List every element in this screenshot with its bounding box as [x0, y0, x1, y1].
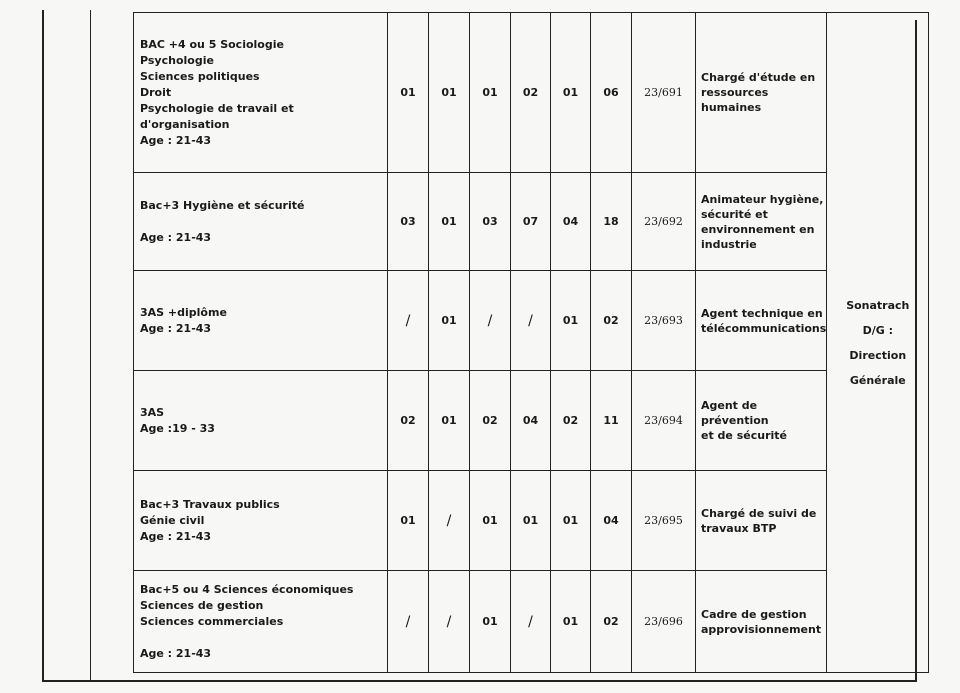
requirement-line: Bac+3 Hygiène et sécurité — [140, 198, 305, 212]
post-title-line: et de sécurité — [701, 429, 787, 442]
count-cell — [388, 371, 429, 471]
count-value: / — [528, 312, 533, 329]
requirements-cell — [134, 173, 388, 271]
count-cell — [429, 571, 470, 673]
post-title-line: industrie — [701, 237, 757, 251]
requirement-line: Age : 21-43 — [140, 646, 212, 660]
count-cell — [388, 173, 429, 271]
requirements-cell — [134, 271, 388, 371]
position-code: 23/694 — [644, 414, 683, 427]
count-cell — [429, 471, 470, 571]
post-title-line: humaines — [701, 101, 762, 114]
requirement-line: 3AS +diplôme — [140, 305, 227, 319]
post-title-line: Chargé de suivi de — [701, 506, 817, 520]
count-cell — [470, 371, 511, 471]
organization-cell — [827, 13, 929, 673]
left-inner-line — [90, 10, 91, 682]
post-title-line: Animateur hygiène, — [701, 192, 824, 206]
count-cell — [551, 471, 591, 571]
requirements-cell — [134, 371, 388, 471]
count-value: 01 — [441, 414, 457, 427]
post-title-cell — [696, 271, 827, 371]
requirement-line: Age : 21-43 — [140, 529, 212, 543]
count-value: 01 — [441, 86, 457, 99]
post-title-line: télécommunications — [701, 321, 827, 335]
requirement-line: Sciences commerciales — [140, 614, 284, 628]
requirement-line — [140, 214, 387, 230]
count-value: 01 — [400, 86, 416, 99]
count-value: / — [528, 613, 533, 630]
requirements-cell — [134, 471, 388, 571]
count-value: 01 — [562, 86, 579, 99]
count-value: 01 — [562, 615, 579, 628]
total-cell — [591, 271, 632, 371]
total-cell — [591, 571, 632, 673]
position-code: 23/696 — [644, 615, 683, 628]
count-value: 02 — [562, 414, 579, 427]
requirement-line — [140, 630, 387, 646]
post-title-line: sécurité et — [701, 207, 768, 221]
position-code-cell — [632, 371, 696, 471]
count-cell — [429, 13, 470, 173]
requirement-line: Bac+3 Travaux publics — [140, 497, 280, 511]
count-cell — [511, 571, 551, 673]
position-code: 23/692 — [644, 215, 683, 228]
count-value: 18 — [603, 215, 619, 228]
requirement-line: BAC +4 ou 5 Sociologie — [140, 37, 284, 51]
requirement-line: Droit — [140, 85, 172, 99]
count-cell — [511, 173, 551, 271]
count-cell — [551, 371, 591, 471]
count-cell — [511, 271, 551, 371]
requirement-line: Age :19 - 33 — [140, 421, 215, 435]
count-value: 01 — [441, 215, 457, 228]
count-cell — [388, 471, 429, 571]
requirement-line: Sciences politiques — [140, 69, 260, 83]
count-cell — [551, 13, 591, 173]
requirement-line: Psychologie de travail et d'organisation — [140, 101, 294, 131]
position-code-cell — [632, 13, 696, 173]
post-title-cell — [696, 371, 827, 471]
count-value: 02 — [603, 314, 619, 327]
count-value: 01 — [482, 514, 498, 527]
count-value: 04 — [603, 514, 619, 527]
positions-table — [133, 12, 929, 673]
count-cell — [429, 371, 470, 471]
bottom-border-line — [42, 680, 917, 682]
position-code: 23/695 — [644, 514, 683, 527]
count-cell — [388, 271, 429, 371]
total-cell — [591, 471, 632, 571]
count-cell — [511, 13, 551, 173]
count-value: 01 — [522, 514, 539, 527]
count-value: 02 — [482, 414, 498, 427]
requirement-line: Sciences de gestion — [140, 598, 264, 612]
count-cell — [470, 571, 511, 673]
post-title-line: travaux BTP — [701, 521, 777, 535]
count-value: 06 — [603, 86, 619, 99]
table-row — [134, 471, 929, 571]
count-cell — [388, 13, 429, 173]
count-value: 02 — [400, 414, 416, 427]
count-value: 02 — [603, 615, 619, 628]
requirements-cell — [134, 571, 388, 673]
position-code: 23/693 — [644, 314, 683, 327]
requirement-line: Psychologie — [140, 53, 214, 67]
post-title-line: Agent technique en — [701, 306, 823, 320]
organization-line: Générale — [849, 373, 906, 387]
count-value: 04 — [562, 215, 579, 228]
count-value: 01 — [562, 314, 579, 327]
left-border-line — [42, 10, 44, 682]
count-value: 01 — [482, 615, 498, 628]
position-code: 23/691 — [644, 86, 683, 99]
requirement-line: 3AS — [140, 405, 165, 419]
position-code-cell — [632, 571, 696, 673]
total-cell — [591, 371, 632, 471]
count-cell — [511, 471, 551, 571]
post-title-cell — [696, 471, 827, 571]
post-title-line: Cadre de gestion — [701, 607, 807, 621]
position-code-cell — [632, 271, 696, 371]
count-cell — [511, 371, 551, 471]
count-cell — [551, 571, 591, 673]
count-value: 01 — [482, 86, 498, 99]
count-cell — [470, 173, 511, 271]
count-value: 02 — [522, 86, 539, 99]
organization-line: Sonatrach — [846, 298, 910, 312]
position-code-cell — [632, 471, 696, 571]
table-row — [134, 571, 929, 673]
count-value: 04 — [522, 414, 539, 427]
requirement-line: Age : 21-43 — [140, 321, 212, 335]
table-row — [134, 371, 929, 471]
count-value: 01 — [400, 514, 416, 527]
count-value: / — [446, 613, 452, 630]
count-cell — [551, 173, 591, 271]
count-value: / — [446, 512, 452, 529]
count-cell — [470, 271, 511, 371]
count-cell — [470, 471, 511, 571]
post-title-cell — [696, 173, 827, 271]
requirement-line: Génie civil — [140, 513, 205, 527]
post-title-line: ressources — [701, 86, 769, 99]
count-value: 01 — [562, 514, 579, 527]
total-cell — [591, 173, 632, 271]
requirement-line: Bac+5 ou 4 Sciences économiques — [140, 582, 354, 596]
post-title-line: Chargé d'étude en — [701, 71, 816, 84]
post-title-cell — [696, 571, 827, 673]
total-cell — [591, 13, 632, 173]
post-title-line: environnement en — [701, 222, 815, 236]
count-value: 11 — [603, 414, 619, 427]
count-value: / — [487, 312, 493, 329]
table-row — [134, 173, 929, 271]
count-value: / — [405, 312, 411, 329]
table-row — [134, 271, 929, 371]
count-cell — [470, 13, 511, 173]
count-value: 01 — [441, 314, 457, 327]
requirements-cell — [134, 13, 388, 173]
organization-line: Direction — [849, 348, 907, 362]
organization-line: D/G : — [862, 323, 893, 337]
post-title-line: Agent de prévention — [701, 399, 769, 427]
post-title-cell — [696, 13, 827, 173]
count-value: 03 — [482, 215, 498, 228]
count-cell — [429, 271, 470, 371]
count-cell — [429, 173, 470, 271]
count-value: 07 — [522, 215, 539, 228]
count-cell — [388, 571, 429, 673]
post-title-line: approvisionnement — [701, 622, 822, 636]
count-cell — [551, 271, 591, 371]
count-value: / — [405, 613, 411, 630]
requirement-line: Age : 21-43 — [140, 230, 212, 244]
table-row — [134, 13, 929, 173]
requirement-line: Age : 21-43 — [140, 133, 212, 147]
count-value: 03 — [400, 215, 416, 228]
position-code-cell — [632, 173, 696, 271]
